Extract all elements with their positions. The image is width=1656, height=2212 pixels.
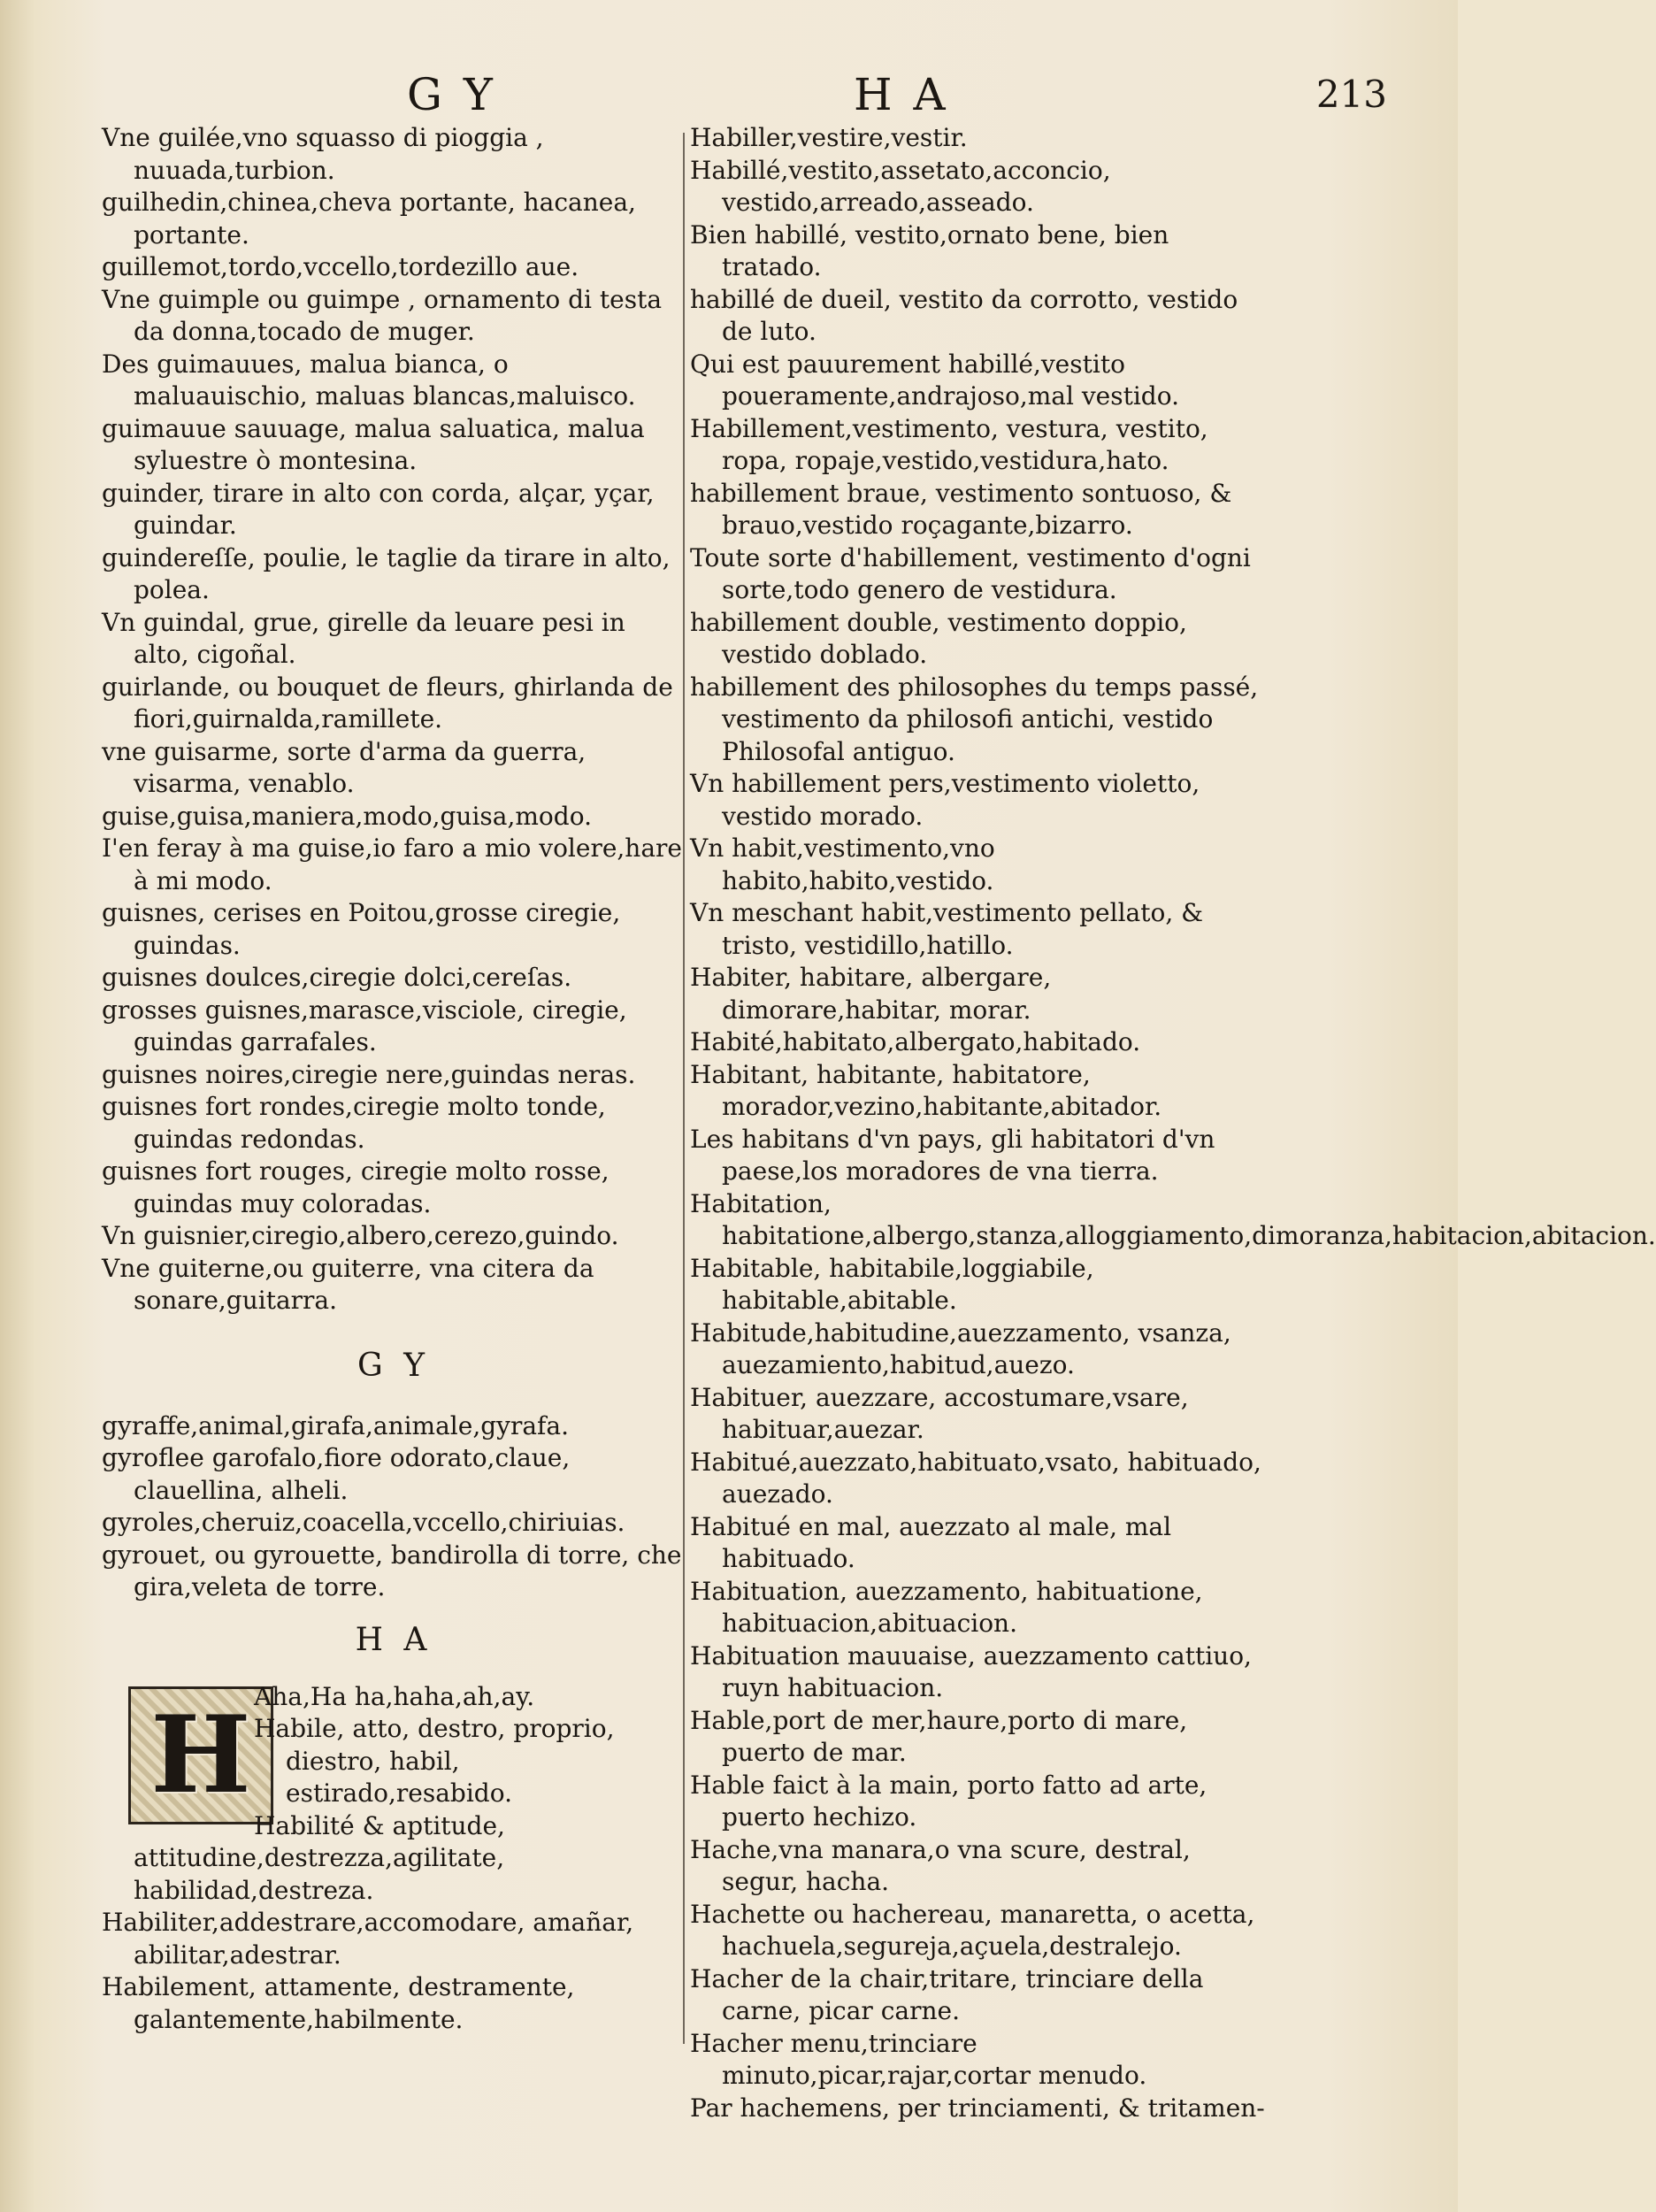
dictionary-entry: gyroflee garofalo,fiore odorato,claue, clauellina, alheli. [102,1443,571,1505]
dictionary-entry: Vne guilée,vno squasso di pioggia , nuuada,turbion. [102,123,544,185]
dictionary-entry: Hacher de la chair,tritare, trinciare della carne, picar carne. [690,1963,1204,2025]
running-head-right: H A [854,69,949,120]
dictionary-entry: Habituer, auezzare, accostumare,vsare, habituar,auezar. [690,1382,1189,1444]
dictionary-entry: I'en feray à ma guise,io faro a mio volere,hare à mi modo. [102,833,682,895]
dictionary-entry: Habitué en mal, auezzato al male, mal habituado. [690,1511,1172,1573]
dictionary-entry: habillement double, vestimento doppio, vestido doblado. [690,607,1187,669]
dictionary-entry: Qui est pauurement habillé,vestito poueramente,andrajoso,mal vestido. [690,349,1179,411]
dictionary-entry: Des guimauues, malua bianca, o maluauischio, maluas blancas,maluisco. [102,349,636,411]
section-heading-gy: G Y [357,1347,430,1384]
dictionary-entry: Vn habillement pers,vestimento violetto, vestido morado. [690,769,1200,831]
page-number: 213 [1315,73,1387,116]
dictionary-entry: Habilement, attamente, destramente, galantemente,habilmente. [102,1972,575,2034]
dictionary-entry: Habitation, habitatione,albergo,stanza,alloggiamento,dimoranza,habitacion,abitacion. [690,1188,1656,1250]
ha-section-body [102,1681,686,2037]
dictionary-entry: guise,guisa,maniera,modo,guisa,modo. [102,801,592,831]
dictionary-entry: guisnes doulces,ciregie dolci,cereſas. [102,963,572,992]
dictionary-entry: vne guisarme, sorte d'arma da guerra, visarma, venablo. [102,736,586,798]
dictionary-entry: Hable faict à la main, porto fatto ad arte, puerto hechizo. [690,1770,1208,1832]
dictionary-entry: guisnes fort rondes,ciregie molto tonde, guindas redondas. [102,1092,606,1154]
dictionary-entry: habillement braue, vestimento sontuoso, & brauo,vestido roçagante,bizarro. [690,478,1232,540]
dictionary-entry: guisnes, cerises en Poitou,grosse ciregie, guindas. [102,898,621,960]
dictionary-entry: guilhedin,chinea,cheva portante, hacanea, portante. [102,188,636,250]
dictionary-entry: grosses guisnes,marasce,visciole, ciregie, guindas garrafales. [102,995,627,1056]
dictionary-entry: Hache,vna manara,o vna scure, destral, segur, hacha. [690,1834,1191,1896]
dictionary-entry: guisnes noires,ciregie nere,guindas neras. [102,1059,636,1089]
dictionary-entry: Habiller,vestire,vestir. [690,123,968,152]
dictionary-entry: Hacher menu,trinciare minuto,picar,rajar,cortar menudo. [690,2028,1147,2090]
dictionary-entry: Habillement,vestimento, vestura, vestito, ropa, ropaje,vestido,vestidura,hato. [690,413,1208,475]
dictionary-entry: guinder, tirare in alto con corda, alçar, yçar, guindar. [102,478,655,540]
dictionary-entry: Habitable, habitabile,loggiabile, habitable,abitable. [690,1253,1094,1315]
dictionary-entry: Vne guiterne,ou guiterre, vna citera da sonare,guitarra. [102,1253,594,1315]
dictionary-entry: Habiter, habitare, albergare, dimorare,habitar, morar. [690,963,1052,1025]
dictionary-entry: Par hachemens, per trinciamenti, & tritamen- [690,2093,1265,2123]
column-rule [683,133,685,2044]
dictionary-entry: Hable,port de mer,haure,porto di mare, puerto de mar. [690,1705,1188,1767]
dictionary-entry: Habillé,vestito,assetato,acconcio, vestido,arreado,asseado. [690,155,1111,217]
section-heading-ha: H A [355,1621,433,1658]
ornamental-dropcap [128,1686,273,1824]
dictionary-entry: Vn meschant habit,vestimento pellato, & tristo, vestidillo,hatillo. [690,898,1204,960]
dictionary-entry: guimauue sauuage, malua saluatica, malua syluestre ò montesina. [102,413,645,475]
dictionary-entry: Habitude,habitudine,auezzamento, vsanza, auezamiento,habitud,auezo. [690,1317,1231,1379]
dictionary-entry: Toute sorte d'habillement, vestimento d'ogni sorte,todo genero de vestidura. [690,542,1251,604]
dictionary-entry: gyraffe,animal,girafa,animale,gyrafa. [102,1410,570,1440]
dictionary-entry: Vn guisnier,ciregio,albero,cerezo,guindo. [102,1221,619,1250]
dictionary-entry: guindereſſe, poulie, le taglie da tirare in alto, polea. [102,542,671,604]
dictionary-entry: Aha,Ha ha,haha,ah,ay. [254,1681,535,1711]
dictionary-entry: Habitant, habitante, habitatore, morador,vezino,habitante,abitador. [690,1059,1162,1121]
dictionary-entry: Habituation, auezzamento, habituatione, habituacion,abituacion. [690,1576,1203,1638]
dictionary-entry: Vn guindal, grue, girelle da leuare pesi in alto, cigoñal. [102,607,625,669]
dictionary-entry: habillé de dueil, vestito da corrotto, vestido de luto. [690,284,1238,346]
dictionary-entry: Hachette ou hachereau, manaretta, o acetta, hachuela,segureja,açuela,destralejo. [690,1899,1255,1961]
dictionary-entry: Habitué,auezzato,habituato,vsato, habituado, auezado. [690,1447,1261,1509]
dictionary-entry: Habilité & aptitude, attitudine,destrezza,agilitate, habilidad,destreza. [134,1810,505,1905]
dictionary-entry: gyrouet, ou gyrouette, bandirolla di torre, che gira,veleta de torre. [102,1540,682,1601]
dictionary-entry: Vne guimple ou guimpe , ornamento di testa da donna,tocado de muger. [102,284,663,346]
dictionary-entry: Les habitans d'vn pays, gli habitatori d'vn paese,los moradores de vna tierra. [690,1124,1215,1186]
dropcap-letter: H [150,1692,251,1817]
dictionary-entry: Habité,habitato,albergato,habitado. [690,1027,1141,1056]
dictionary-entry: Habile, atto, destro, proprio, diestro, habil, estirado,resabido. [254,1714,615,1808]
dictionary-entry: Bien habillé, vestito,ornato bene, bien tratado. [690,219,1169,281]
running-head-left: G Y [407,69,496,120]
dictionary-entry: guisnes fort rouges, ciregie molto rosse, guindas muy coloradas. [102,1156,610,1218]
dictionary-entry: guirlande, ou bouquet de fleurs, ghirlanda de fiori,guirnalda,ramillete. [102,672,673,733]
dictionary-entry: Vn habit,vestimento,vno habito,habito,vestido. [690,833,995,895]
dictionary-entry: gyroles,cheruiz,coacella,vccello,chiriuias. [102,1508,625,1537]
dictionary-entry: habillement des philosophes du temps passé, vestimento da philosofi antichi, vestido Philosofal antiguo. [690,672,1259,766]
dictionary-entry: Habituation mauuaise, auezzamento cattiuo, ruyn habituacion. [690,1640,1252,1702]
right-column [690,122,1656,2124]
dictionary-entry: guillemot,tordo,vccello,tordezillo aue. [102,252,579,281]
left-column [102,122,686,2036]
dictionary-entry: Habiliter,addestrare,accomodare, amañar, abilitar,adestrar. [102,1908,634,1970]
